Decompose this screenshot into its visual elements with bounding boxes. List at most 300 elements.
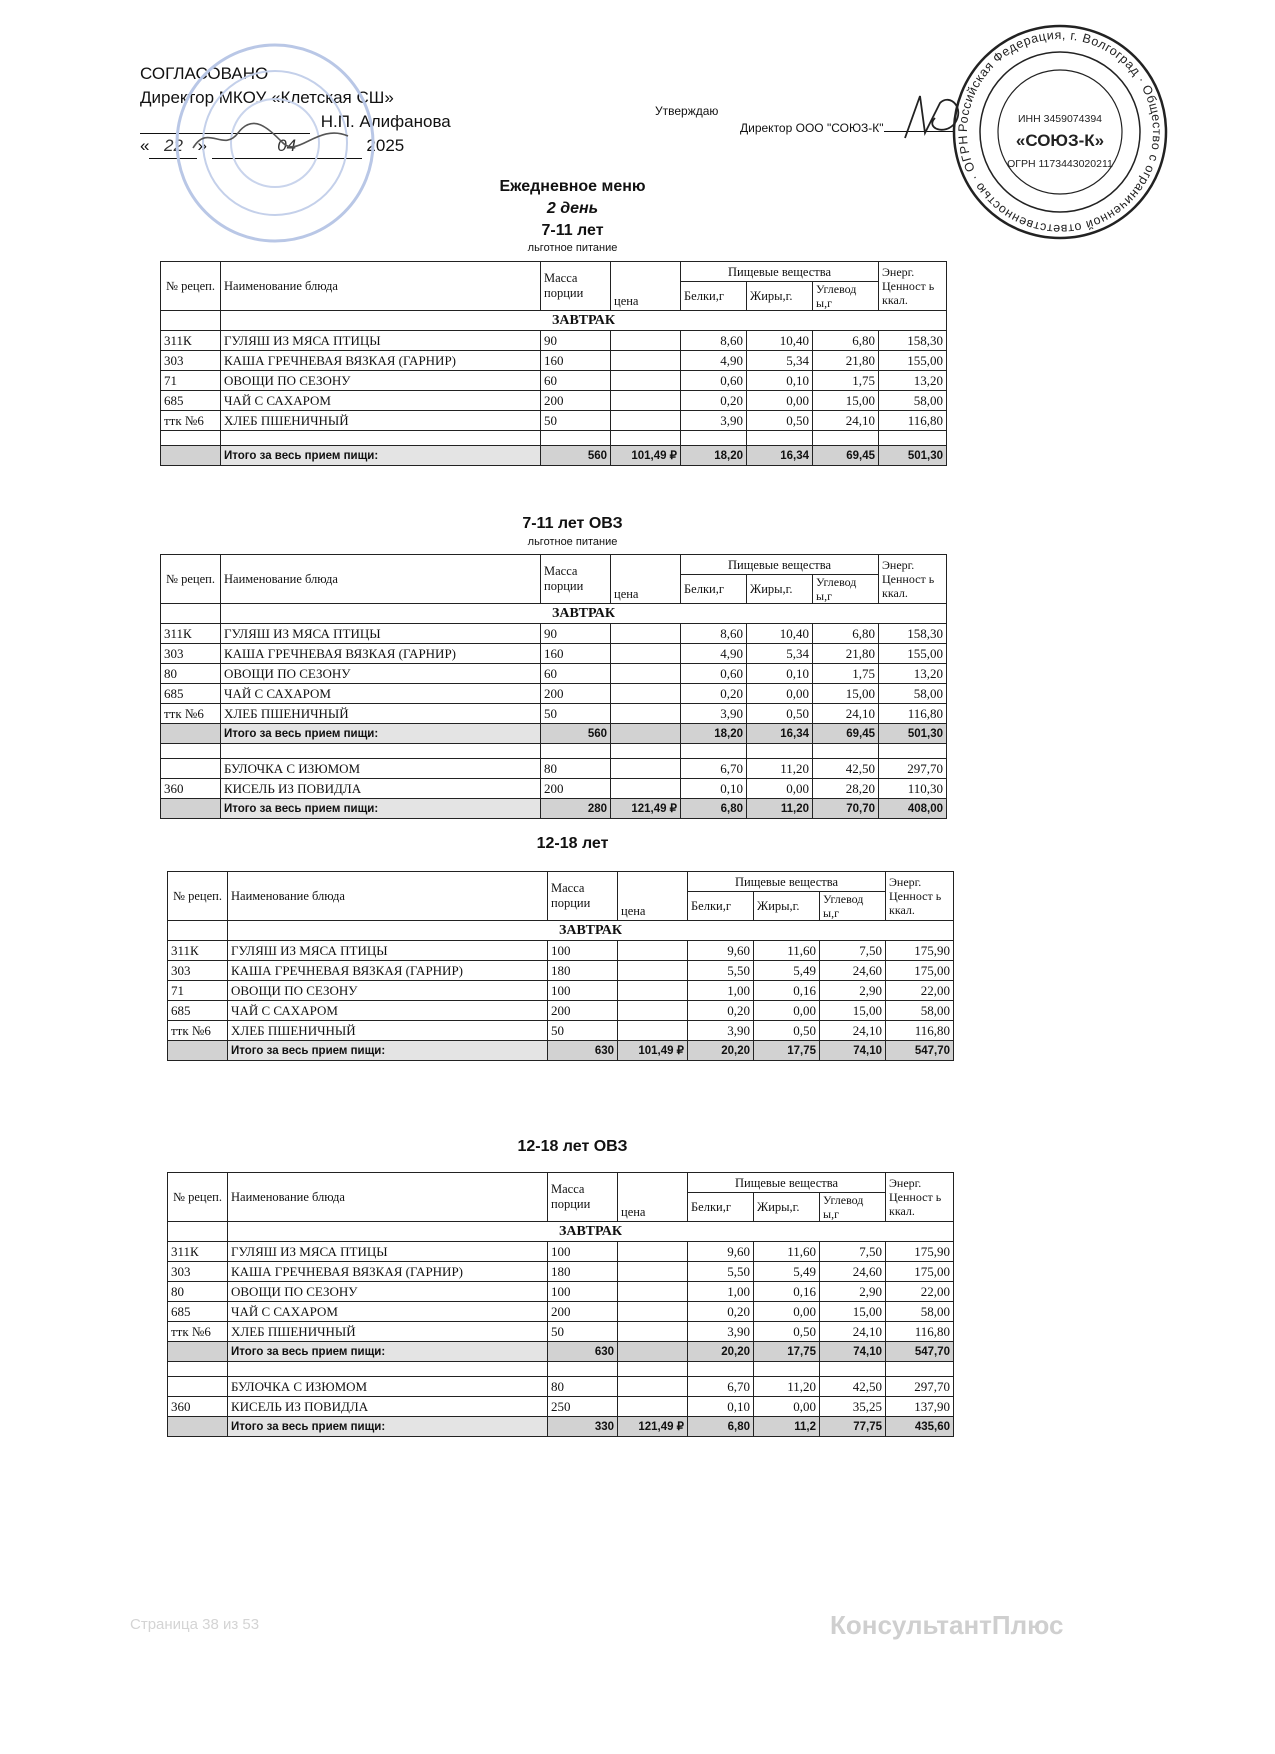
table-row [168, 1021, 954, 1041]
cell-code: 311К [168, 1242, 228, 1262]
total-energy: 547,70 [886, 1342, 954, 1362]
cell-code: ттк №6 [168, 1021, 228, 1041]
cell-energy: 58,00 [879, 684, 947, 704]
cell-dish: ОВОЩИ ПО СЕЗОНУ [228, 981, 548, 1001]
meal-title: ЗАВТРАК [228, 921, 954, 941]
header-recipe: № рецеп. [161, 262, 221, 311]
cell-code: 685 [168, 1001, 228, 1021]
cell-carbs: 15,00 [820, 1302, 886, 1322]
total-fat: 16,34 [747, 724, 813, 744]
cell-fat: 5,49 [754, 1262, 820, 1282]
cell-carbs: 15,00 [813, 391, 879, 411]
header-energy: Энерг. Ценност ь ккал. [886, 1173, 954, 1222]
cell-protein: 9,60 [688, 1242, 754, 1262]
cell-code: 71 [168, 981, 228, 1001]
meal-title: ЗАВТРАК [221, 604, 947, 624]
cell-mass: 100 [548, 1282, 618, 1302]
cell-price [618, 1377, 688, 1397]
total-carbs: 77,75 [820, 1417, 886, 1437]
cell-energy: 155,00 [879, 351, 947, 371]
header-protein: Белки,г [688, 892, 754, 921]
header-dish: Наименование блюда [221, 555, 541, 604]
date-close-quote: » [197, 136, 207, 155]
cell-price [618, 1322, 688, 1342]
header-dish: Наименование блюда [221, 262, 541, 311]
cell-fat: 0,16 [754, 981, 820, 1001]
cell-price [618, 1001, 688, 1021]
header-fat: Жиры,г. [754, 892, 820, 921]
cell-energy: 158,30 [879, 624, 947, 644]
table-row [168, 941, 954, 961]
header-nutrients: Пищевые вещества [688, 872, 886, 892]
cell-energy: 13,20 [879, 371, 947, 391]
total-mass: 630 [548, 1041, 618, 1061]
cell-protein: 5,50 [688, 1262, 754, 1282]
total-label: Итого за весь прием пищи: [228, 1417, 548, 1437]
cell-dish: КАША ГРЕЧНЕВАЯ ВЯЗКАЯ (ГАРНИР) [221, 644, 541, 664]
director-line: Директор МКОУ «Клетская СШ» [140, 88, 394, 107]
table-row [161, 704, 947, 724]
cell-energy: 22,00 [886, 981, 954, 1001]
cell-fat: 0,50 [747, 704, 813, 724]
cell-fat: 5,49 [754, 961, 820, 981]
cell-energy: 175,90 [886, 941, 954, 961]
cell-protein: 4,90 [681, 644, 747, 664]
cell-dish: ГУЛЯШ ИЗ МЯСА ПТИЦЫ [228, 941, 548, 961]
table-row [161, 331, 947, 351]
cell-mass: 50 [541, 704, 611, 724]
cell-dish: ХЛЕБ ПШЕНИЧНЫЙ [228, 1322, 548, 1342]
cell-code [161, 759, 221, 779]
header-protein: Белки,г [681, 575, 747, 604]
cell-price [611, 684, 681, 704]
menu-table [167, 1172, 954, 1437]
total-price [618, 1342, 688, 1362]
table-row [161, 779, 947, 799]
header-recipe: № рецеп. [161, 555, 221, 604]
header-mass: Масса порции [541, 555, 611, 604]
cell-code: 80 [161, 664, 221, 684]
cell-energy: 116,80 [886, 1021, 954, 1041]
table-row [168, 1397, 954, 1417]
cell-protein: 8,60 [681, 331, 747, 351]
cell-protein: 0,60 [681, 664, 747, 684]
cell-carbs: 24,10 [813, 704, 879, 724]
table-row [161, 391, 947, 411]
total-label: Итого за весь прием пищи: [228, 1041, 548, 1061]
table-header-row [168, 872, 954, 892]
header-recipe: № рецеп. [168, 1173, 228, 1222]
header-protein: Белки,г [688, 1193, 754, 1222]
header-carbs: Углевод ы,г [820, 892, 886, 921]
header-fat: Жиры,г. [754, 1193, 820, 1222]
cell-protein: 9,60 [688, 941, 754, 961]
header-price: цена [618, 1173, 688, 1222]
cell-mass: 50 [548, 1021, 618, 1041]
total-carbs: 69,45 [813, 724, 879, 744]
table-header-row [161, 262, 947, 282]
cell-carbs: 24,60 [820, 961, 886, 981]
seal-ring-text: Российская Федерация, г. Волгоград · Общество с ограниченной ответственностью · ОГРН [955, 27, 1165, 237]
cell-protein: 1,00 [688, 981, 754, 1001]
cell-mass: 90 [541, 331, 611, 351]
cell-energy: 13,20 [879, 664, 947, 684]
header-energy: Энерг. Ценност ь ккал. [879, 555, 947, 604]
cell-carbs: 28,20 [813, 779, 879, 799]
cell-carbs: 24,10 [813, 411, 879, 431]
cell-mass: 100 [548, 1242, 618, 1262]
cell-price [611, 371, 681, 391]
table-row [161, 371, 947, 391]
meal-title: ЗАВТРАК [221, 311, 947, 331]
agreed-label: СОГЛАСОВАНО [140, 64, 269, 83]
total-protein: 6,80 [681, 799, 747, 819]
meal-row [161, 604, 947, 624]
cell-price [618, 961, 688, 981]
cell-code: 311К [161, 331, 221, 351]
cell-code [168, 1377, 228, 1397]
cell-protein: 6,70 [688, 1377, 754, 1397]
cell-code: 685 [168, 1302, 228, 1322]
table-row [168, 1377, 954, 1397]
cell-code: ттк №6 [168, 1322, 228, 1342]
ghost-page: Страница 38 из 53 [130, 1616, 260, 1633]
menu-table [160, 554, 947, 819]
cell-energy: 297,70 [879, 759, 947, 779]
total-energy: 435,60 [886, 1417, 954, 1437]
section-title: 12-18 лет [536, 835, 609, 852]
date-month: 04 [212, 134, 362, 159]
cell-carbs: 7,50 [820, 1242, 886, 1262]
table-row [161, 351, 947, 371]
total-protein: 6,80 [688, 1417, 754, 1437]
cell-price [618, 1302, 688, 1322]
ghost-brand: КонсультантПлюс [830, 1610, 1064, 1640]
cell-protein: 3,90 [681, 411, 747, 431]
total-energy: 547,70 [886, 1041, 954, 1061]
total-fat: 11,20 [747, 799, 813, 819]
total-label: Итого за весь прием пищи: [228, 1342, 548, 1362]
cell-mass: 160 [541, 351, 611, 371]
header-mass: Масса порции [548, 1173, 618, 1222]
cell-code: 360 [161, 779, 221, 799]
signature-icon [188, 118, 358, 158]
cell-price [611, 351, 681, 371]
section-title: 7-11 лет [541, 222, 604, 239]
cell-price [618, 981, 688, 1001]
cell-mass: 60 [541, 371, 611, 391]
cell-price [618, 941, 688, 961]
total-price [611, 724, 681, 744]
cell-dish: ЧАЙ С САХАРОМ [221, 684, 541, 704]
header-carbs: Углевод ы,г [813, 575, 879, 604]
cell-code: 80 [168, 1282, 228, 1302]
cell-fat: 10,40 [747, 624, 813, 644]
blank-row [161, 431, 947, 446]
cell-mass: 180 [548, 1262, 618, 1282]
header-nutrients: Пищевые вещества [681, 262, 879, 282]
cell-mass: 90 [541, 624, 611, 644]
cell-mass: 80 [541, 759, 611, 779]
header-price: цена [618, 872, 688, 921]
blank-row [168, 1362, 954, 1377]
cell-fat: 0,00 [754, 1001, 820, 1021]
total-row [161, 799, 947, 819]
approve-position-text: Директор ООО "СОЮЗ-К" [740, 121, 884, 135]
cell-code: ттк №6 [161, 411, 221, 431]
total-mass: 330 [548, 1417, 618, 1437]
table-row [168, 1242, 954, 1262]
total-energy: 501,30 [879, 446, 947, 466]
header-energy: Энерг. Ценност ь ккал. [879, 262, 947, 311]
cell-price [611, 331, 681, 351]
total-row [168, 1417, 954, 1437]
table-row [161, 644, 947, 664]
date-year: 2025 [366, 136, 405, 155]
cell-code: 303 [161, 644, 221, 664]
cell-fat: 0,50 [754, 1322, 820, 1342]
cell-protein: 1,00 [688, 1282, 754, 1302]
cell-energy: 155,00 [879, 644, 947, 664]
cell-mass: 50 [541, 411, 611, 431]
cell-code: 311К [161, 624, 221, 644]
cell-energy: 158,30 [879, 331, 947, 351]
total-fat: 11,2 [754, 1417, 820, 1437]
cell-dish: КАША ГРЕЧНЕВАЯ ВЯЗКАЯ (ГАРНИР) [228, 961, 548, 981]
cell-carbs: 21,80 [813, 351, 879, 371]
table-row [168, 1001, 954, 1021]
total-price: 101,49 ₽ [611, 446, 681, 466]
meal-row [168, 1222, 954, 1242]
header-protein: Белки,г [681, 282, 747, 311]
cell-mass: 200 [541, 779, 611, 799]
header-dish: Наименование блюда [228, 1173, 548, 1222]
cell-price [611, 391, 681, 411]
cell-fat: 0,00 [747, 391, 813, 411]
cell-price [618, 1397, 688, 1417]
cell-price [611, 759, 681, 779]
approve-label: Утверждаю [655, 104, 719, 118]
cell-carbs: 1,75 [813, 371, 879, 391]
cell-code: 303 [168, 961, 228, 981]
cell-energy: 137,90 [886, 1397, 954, 1417]
total-carbs: 74,10 [820, 1342, 886, 1362]
header-price: цена [611, 262, 681, 311]
cell-energy: 58,00 [886, 1302, 954, 1322]
cell-dish: БУЛОЧКА С ИЗЮМОМ [221, 759, 541, 779]
cell-fat: 10,40 [747, 331, 813, 351]
cell-energy: 175,00 [886, 1262, 954, 1282]
total-fat: 17,75 [754, 1041, 820, 1061]
cell-dish: ОВОЩИ ПО СЕЗОНУ [221, 664, 541, 684]
cell-price [611, 664, 681, 684]
cell-dish: ХЛЕБ ПШЕНИЧНЫЙ [221, 411, 541, 431]
table-row [168, 961, 954, 981]
document-day: 2 день [546, 200, 599, 217]
cell-mass: 100 [548, 981, 618, 1001]
total-energy: 408,00 [879, 799, 947, 819]
cell-dish: ГУЛЯШ ИЗ МЯСА ПТИЦЫ [221, 624, 541, 644]
total-row [161, 446, 947, 466]
cell-protein: 3,90 [681, 704, 747, 724]
section-title: 12-18 лет ОВЗ [517, 1138, 628, 1155]
section-subtitle: льготное питание [527, 536, 618, 548]
cell-carbs: 42,50 [820, 1377, 886, 1397]
cell-dish: ЧАЙ С САХАРОМ [221, 391, 541, 411]
total-price: 101,49 ₽ [618, 1041, 688, 1061]
cell-mass: 160 [541, 644, 611, 664]
cell-dish: ЧАЙ С САХАРОМ [228, 1001, 548, 1021]
cell-fat: 11,60 [754, 1242, 820, 1262]
total-fat: 17,75 [754, 1342, 820, 1362]
cell-mass: 60 [541, 664, 611, 684]
cell-dish: ХЛЕБ ПШЕНИЧНЫЙ [221, 704, 541, 724]
cell-protein: 0,10 [681, 779, 747, 799]
cell-dish: ХЛЕБ ПШЕНИЧНЫЙ [228, 1021, 548, 1041]
cell-protein: 0,20 [688, 1001, 754, 1021]
cell-fat: 0,00 [747, 779, 813, 799]
cell-energy: 58,00 [886, 1001, 954, 1021]
header-fat: Жиры,г. [747, 282, 813, 311]
cell-mass: 100 [548, 941, 618, 961]
cell-mass: 50 [548, 1322, 618, 1342]
header-nutrients: Пищевые вещества [688, 1173, 886, 1193]
cell-mass: 200 [541, 684, 611, 704]
total-label: Итого за весь прием пищи: [221, 799, 541, 819]
total-label: Итого за весь прием пищи: [221, 446, 541, 466]
cell-energy: 175,00 [886, 961, 954, 981]
seal-inn: ИНН 3459074394 [1017, 113, 1103, 125]
cell-dish: ГУЛЯШ ИЗ МЯСА ПТИЦЫ [228, 1242, 548, 1262]
cell-energy: 175,90 [886, 1242, 954, 1262]
cell-mass: 180 [548, 961, 618, 981]
total-energy: 501,30 [879, 724, 947, 744]
header-energy: Энерг. Ценност ь ккал. [886, 872, 954, 921]
cell-protein: 6,70 [681, 759, 747, 779]
total-label: Итого за весь прием пищи: [221, 724, 541, 744]
cell-dish: КАША ГРЕЧНЕВАЯ ВЯЗКАЯ (ГАРНИР) [228, 1262, 548, 1282]
cell-carbs: 7,50 [820, 941, 886, 961]
header-price: цена [611, 555, 681, 604]
cell-price [618, 1242, 688, 1262]
total-row [168, 1041, 954, 1061]
cell-protein: 0,10 [688, 1397, 754, 1417]
cell-fat: 11,60 [754, 941, 820, 961]
seal-center: «СОЮЗ-К» [1015, 131, 1105, 150]
cell-protein: 4,90 [681, 351, 747, 371]
cell-price [618, 1262, 688, 1282]
cell-protein: 0,20 [681, 391, 747, 411]
cell-price [611, 411, 681, 431]
total-mass: 630 [548, 1342, 618, 1362]
table-header-row [161, 555, 947, 575]
meal-row [161, 311, 947, 331]
cell-dish: КАША ГРЕЧНЕВАЯ ВЯЗКАЯ (ГАРНИР) [221, 351, 541, 371]
total-mass: 280 [541, 799, 611, 819]
header-nutrients: Пищевые вещества [681, 555, 879, 575]
cell-protein: 0,20 [688, 1302, 754, 1322]
cell-energy: 297,70 [886, 1377, 954, 1397]
cell-protein: 0,20 [681, 684, 747, 704]
cell-carbs: 6,80 [813, 331, 879, 351]
cell-code: 303 [168, 1262, 228, 1282]
cell-fat: 5,34 [747, 644, 813, 664]
cell-protein: 8,60 [681, 624, 747, 644]
menu-table [167, 871, 954, 1061]
cell-fat: 0,50 [754, 1021, 820, 1041]
cell-price [618, 1021, 688, 1041]
cell-price [611, 704, 681, 724]
cell-carbs: 15,00 [820, 1001, 886, 1021]
blank-row [161, 744, 947, 759]
cell-fat: 5,34 [747, 351, 813, 371]
cell-carbs: 35,25 [820, 1397, 886, 1417]
cell-dish: КИСЕЛЬ ИЗ ПОВИДЛА [221, 779, 541, 799]
cell-code: 71 [161, 371, 221, 391]
cell-mass: 200 [548, 1001, 618, 1021]
cell-fat: 11,20 [754, 1377, 820, 1397]
cell-code: 303 [161, 351, 221, 371]
header-dish: Наименование блюда [228, 872, 548, 921]
cell-carbs: 1,75 [813, 664, 879, 684]
cell-carbs: 24,60 [820, 1262, 886, 1282]
cell-carbs: 42,50 [813, 759, 879, 779]
table-row [161, 624, 947, 644]
total-fat: 16,34 [747, 446, 813, 466]
table-row [161, 759, 947, 779]
director-name: Н.П. Алифанова [320, 112, 451, 131]
cell-protein: 3,90 [688, 1322, 754, 1342]
cell-carbs: 15,00 [813, 684, 879, 704]
section-subtitle: льготное питание [527, 242, 618, 254]
cell-code: 685 [161, 391, 221, 411]
cell-energy: 22,00 [886, 1282, 954, 1302]
cell-mass: 200 [541, 391, 611, 411]
cell-code: 685 [161, 684, 221, 704]
header-mass: Масса порции [541, 262, 611, 311]
cell-carbs: 6,80 [813, 624, 879, 644]
cell-energy: 116,80 [886, 1322, 954, 1342]
cell-code: 360 [168, 1397, 228, 1417]
total-mass: 560 [541, 446, 611, 466]
header-carbs: Углевод ы,г [813, 282, 879, 311]
total-carbs: 70,70 [813, 799, 879, 819]
header-fat: Жиры,г. [747, 575, 813, 604]
cell-carbs: 24,10 [820, 1021, 886, 1041]
total-protein: 20,20 [688, 1342, 754, 1362]
cell-fat: 0,00 [754, 1302, 820, 1322]
cell-fat: 11,20 [747, 759, 813, 779]
section-title: 7-11 лет ОВЗ [522, 515, 623, 532]
total-price: 121,49 ₽ [611, 799, 681, 819]
header-recipe: № рецеп. [168, 872, 228, 921]
header-mass: Масса порции [548, 872, 618, 921]
cell-energy: 116,80 [879, 704, 947, 724]
cell-fat: 0,10 [747, 664, 813, 684]
cell-price [618, 1282, 688, 1302]
total-row [161, 724, 947, 744]
cell-fat: 0,00 [747, 684, 813, 704]
cell-carbs: 24,10 [820, 1322, 886, 1342]
cell-mass: 80 [548, 1377, 618, 1397]
table-row [168, 981, 954, 1001]
cell-carbs: 2,90 [820, 1282, 886, 1302]
cell-mass: 200 [548, 1302, 618, 1322]
header-carbs: Углевод ы,г [820, 1193, 886, 1222]
menu-table [160, 261, 947, 466]
table-header-row [168, 1173, 954, 1193]
meal-row [168, 921, 954, 941]
